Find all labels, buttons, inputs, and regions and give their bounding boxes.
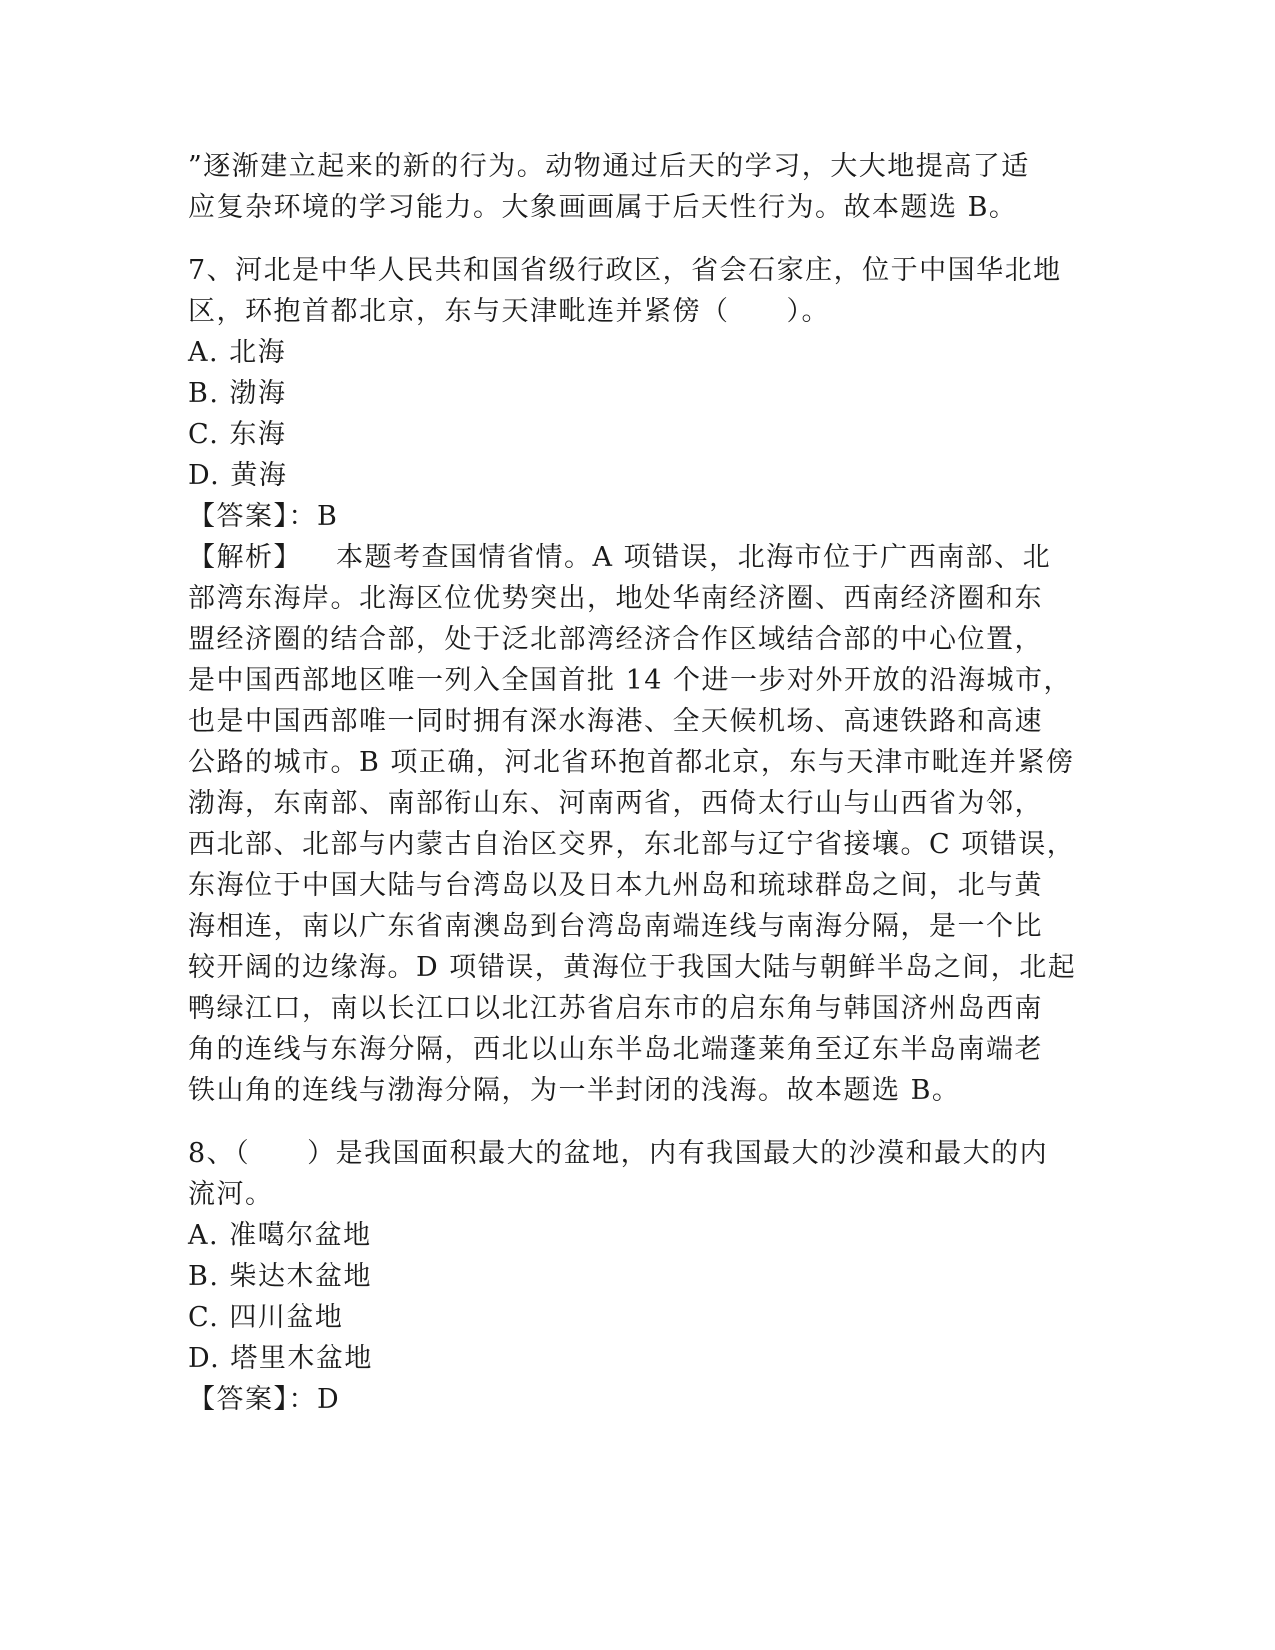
analysis-first-line: [188, 537, 1078, 578]
question-8: [188, 1133, 1078, 1420]
option-a: A. 准噶尔盆地: [188, 1220, 372, 1251]
analysis-line: 西北部、北部与内蒙古自治区交界，东北部与辽宁省接壤。C 项错误，: [188, 829, 1076, 860]
question-stem-line: 流河。: [188, 1179, 274, 1210]
analysis-line: 也是中国西部唯一同时拥有深水海港、全天候机场、高速铁路和高速: [188, 706, 1043, 737]
analysis-line: 部湾东海岸。北海区位优势突出，地处华南经济圈、西南经济圈和东: [188, 583, 1043, 614]
option-a: A. 北海: [188, 337, 287, 368]
analysis-line: 公路的城市。B 项正确，河北省环抱首都北京，东与天津市毗连并紧傍: [188, 747, 1075, 778]
question-stem-line: 7、河北是中华人民共和国省级行政区，省会石家庄，位于中国华北地: [188, 255, 1062, 286]
page-content: [188, 146, 1078, 1420]
option-b: B. 渤海: [188, 378, 287, 409]
question-7: [188, 250, 1078, 1111]
spacer: [188, 228, 1078, 250]
question-stem-line: 区，环抱首都北京，东与天津毗连并紧傍（ ）。: [188, 296, 830, 327]
answer-line: [188, 496, 1078, 537]
analysis-line: 东海位于中国大陆与台湾岛以及日本九州岛和琉球群岛之间，北与黄: [188, 870, 1043, 901]
answer-value: D: [317, 1384, 341, 1415]
previous-analysis-continuation: [188, 146, 1078, 228]
analysis-label: 【解析】: [188, 542, 302, 573]
text-line: ”逐渐建立起来的新的行为。动物通过后天的学习，大大地提高了适: [188, 151, 1030, 182]
spacer: [188, 1111, 1078, 1133]
analysis-line: 角的连线与东海分隔，西北以山东半岛北端蓬莱角至辽东半岛南端老: [188, 1034, 1043, 1065]
answer-label: 【答案】：: [188, 501, 317, 532]
analysis-line: 铁山角的连线与渤海分隔，为一半封闭的浅海。故本题选 B。: [188, 1075, 961, 1106]
analysis-line: 盟经济圈的结合部，处于泛北部湾经济合作区域结合部的中心位置，: [188, 624, 1043, 655]
option-b: B. 柴达木盆地: [188, 1261, 373, 1292]
analysis-line: 鸭绿江口，南以长江口以北江苏省启东市的启东角与韩国济州岛西南: [188, 993, 1043, 1024]
analysis-text: 本题考查国情省情。A 项错误，北海市位于广西南部、北: [336, 542, 1052, 573]
option-c: C. 四川盆地: [188, 1302, 344, 1333]
analysis-line: 较开阔的边缘海。D 项错误，黄海位于我国大陆与朝鲜半岛之间，北起: [188, 952, 1077, 983]
answer-value: B: [317, 501, 339, 532]
analysis-line: 渤海，东南部、南部衔山东、河南两省，西倚太行山与山西省为邻，: [188, 788, 1043, 819]
option-d: D. 黄海: [188, 460, 288, 491]
option-c: C. 东海: [188, 419, 287, 450]
analysis-line: 是中国西部地区唯一列入全国首批 14 个进一步对外开放的沿海城市，: [188, 665, 1073, 696]
option-d: D. 塔里木盆地: [188, 1343, 373, 1374]
analysis-line: 海相连，南以广东省南澳岛到台湾岛南端连线与南海分隔，是一个比: [188, 911, 1043, 942]
text-line: 应复杂环境的学习能力。大象画画属于后天性行为。故本题选 B。: [188, 192, 1018, 223]
question-stem-line: 8、（ ）是我国面积最大的盆地，内有我国最大的沙漠和最大的内: [188, 1138, 1049, 1169]
answer-label: 【答案】：: [188, 1384, 317, 1415]
answer-line: [188, 1379, 1078, 1420]
